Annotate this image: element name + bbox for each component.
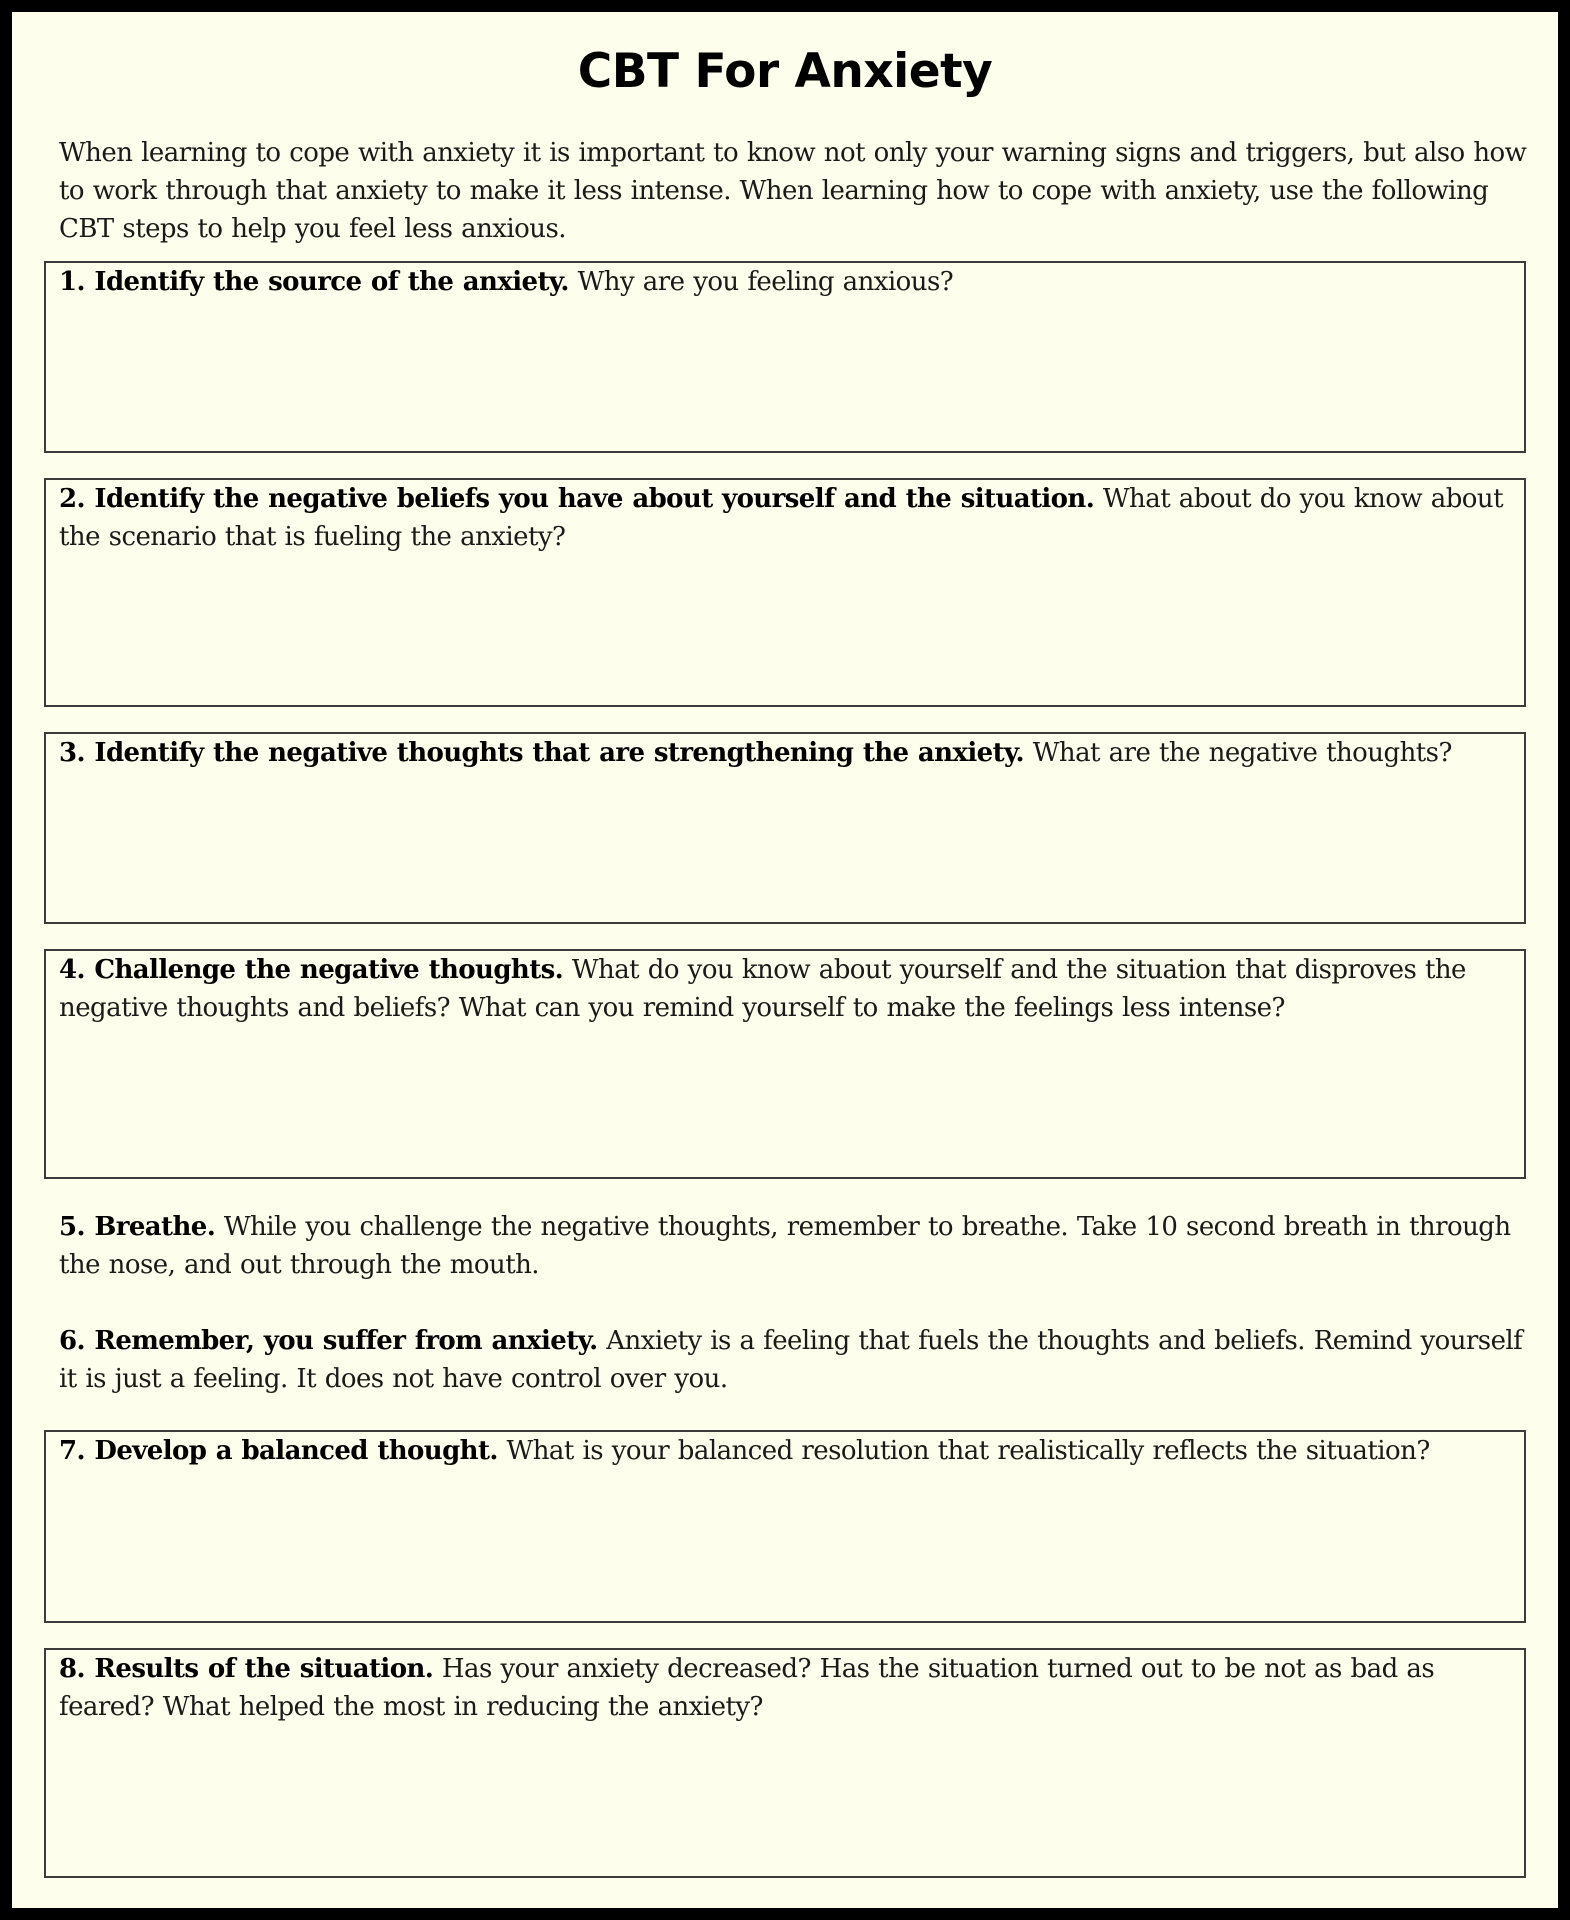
step-8-answer-box[interactable]: [44, 1648, 1526, 1878]
step-7-heading: 7. Develop a balanced thought.: [59, 1436, 498, 1466]
step-1-text: Why are you feeling anxious?: [568, 267, 954, 297]
step-6-paragraph: [59, 1322, 1529, 1398]
step-4-text: What do you know about yourself and the situation that disproves the negative thoughts and beliefs? What can you remind yourself to make the feelings less intense?: [59, 955, 1466, 1023]
step-2-prompt: [59, 480, 1519, 556]
step-2-text: What about do you know about the scenario that is fueling the anxiety?: [59, 484, 1503, 552]
worksheet-page: [12, 12, 1558, 1908]
step-2-answer-box[interactable]: [44, 478, 1526, 707]
step-1-heading: 1. Identify the source of the anxiety.: [59, 267, 569, 297]
step-4-prompt: [59, 951, 1519, 1027]
step-3-text: What are the negative thoughts?: [1023, 738, 1452, 768]
step-5-text: While you challenge the negative thoughts, remember to breathe. Take 10 second breath in through the nose, and out through the mouth.: [59, 1212, 1511, 1280]
page-title: CBT For Anxiety: [577, 44, 993, 99]
step-7-answer-box[interactable]: [44, 1430, 1526, 1623]
step-5-paragraph: [59, 1208, 1529, 1284]
step-3-answer-box[interactable]: [44, 732, 1526, 924]
step-1-prompt: [59, 263, 1519, 301]
step-8-prompt: [59, 1650, 1519, 1726]
step-7-text: What is your balanced resolution that realistically reflects the situation?: [497, 1436, 1430, 1466]
step-5-heading: 5. Breathe.: [59, 1212, 216, 1242]
step-6-heading: 6. Remember, you suffer from anxiety.: [59, 1326, 598, 1356]
step-1-answer-box[interactable]: [44, 261, 1526, 453]
step-4-answer-box[interactable]: [44, 949, 1526, 1179]
step-4-heading: 4. Challenge the negative thoughts.: [59, 955, 564, 985]
step-3-heading: 3. Identify the negative thoughts that are strengthening the anxiety.: [59, 738, 1024, 768]
step-3-prompt: [59, 734, 1519, 772]
step-2-heading: 2. Identify the negative beliefs you have about yourself and the situation.: [59, 484, 1095, 514]
step-6-text: Anxiety is a feeling that fuels the thoughts and beliefs. Remind yourself it is just a feeling. It does not have control over you.: [59, 1326, 1523, 1394]
intro-paragraph: When learning to cope with anxiety it is important to know not only your warning signs and triggers, but also how to work through that anxiety to make it less intense. When learning how to cope with anxiety, use the following CBT steps to help you feel less anxious.: [59, 138, 1527, 244]
step-7-prompt: [59, 1432, 1519, 1470]
step-8-text: Has your anxiety decreased? Has the situation turned out to be not as bad as feared? What helped the most in reducing the anxiety?: [59, 1654, 1435, 1722]
step-8-heading: 8. Results of the situation.: [59, 1654, 434, 1684]
